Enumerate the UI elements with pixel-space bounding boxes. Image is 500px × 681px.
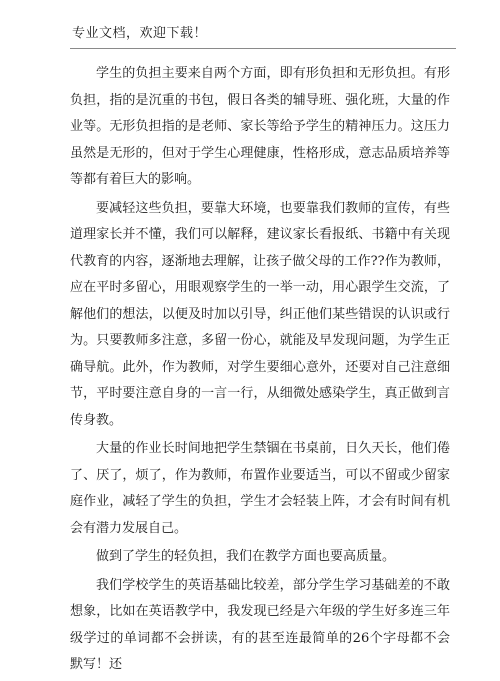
paragraph-burden-types: 学生的负担主要来自两个方面，即有形负担和无形负担。有形负担，指的是沉重的书包，假日各类的辅导班、强化班，大量的作业等。无形负担指的是老师、家长等给予学生的精神压力。这压力虽然是无形的，但对于学生心理健康，性格形成，意志品质培养等等都有着巨大的影响。	[70, 66, 450, 187]
paragraph-homework: 大量的作业长时间地把学生禁锢在书桌前，日久天长，他们倦了、厌了，烦了，作为教师，布置作业要适当，可以不留或少留家庭作业，减轻了学生的负担，学生才会轻装上阵，才会有时间有机会有潜力发展自己。	[70, 441, 450, 536]
document-body	[70, 61, 450, 681]
paragraph-english-teaching: 我们学校学生的英语基础比较差，部分学生学习基础差的不敢想象，比如在英语教学中，我发现已经是六年级的学生好多连三年级学过的单词都不会拼读，有的甚至连最简单的26个字母都不会默写！还	[70, 577, 450, 672]
paragraph-reduce-burden: 要减轻这些负担，要靠大环境，也要靠我们教师的宣传，有些道理家长并不懂，我们可以解释，建议家长看报纸、书籍中有关现代教育的内容，逐渐地去理解，让孩子做父母的工作??作为教师，应在平时多留心，用眼观察学生的一举一动，用心跟学生交流，了解他们的想法，以便及时加以引导，纠正他们某些错误的认识或行为。只要教师多注意，多留一份心，就能及早发现问题，为学生正确导航。此外，作为教师，对学生要细心意外，还要对自己注意细节，平时要注意自身的一言一行，从细微处感染学生，真正做到言传身教。	[70, 200, 450, 428]
header-divider	[70, 48, 456, 49]
paragraph-quality: 做到了学生的轻负担，我们在教学方面也要高质量。	[96, 549, 396, 564]
page-header: 专业文档，欢迎下载！	[72, 26, 208, 41]
